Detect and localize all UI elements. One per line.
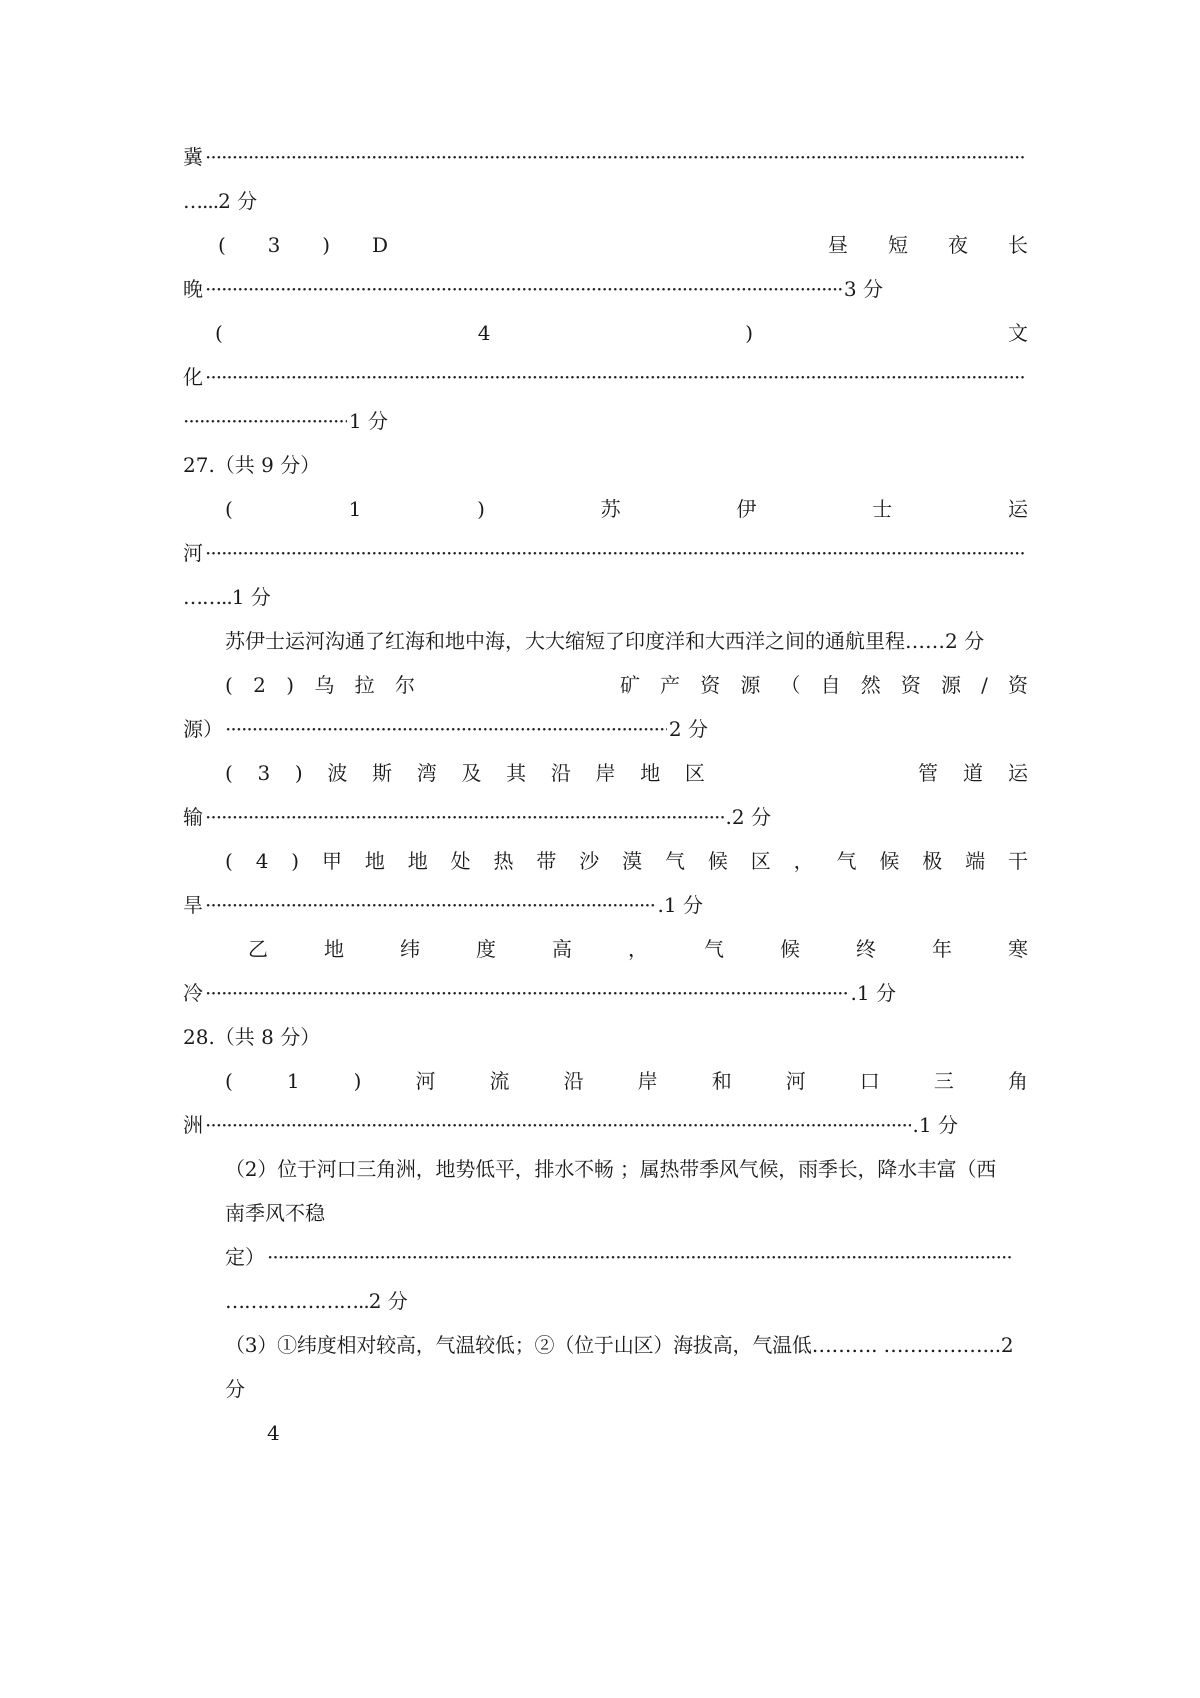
answer-text: 冷 (183, 981, 203, 1005)
answer-char: 度 (476, 937, 496, 961)
answer-char: 地 (640, 761, 661, 785)
score-text: 2 分 (368, 1289, 408, 1313)
leader-dots (205, 890, 656, 920)
answer-char: 漠 (622, 849, 643, 873)
page-number: 4 (267, 1421, 280, 1445)
answer-char: 气 (664, 849, 685, 873)
answer-char: 道 (963, 761, 983, 785)
question-label (218, 230, 388, 260)
answer-char: 和 (711, 1069, 732, 1093)
answer-char: 资 (900, 673, 921, 697)
answer-char: 苏 (600, 497, 621, 521)
answer-char: 短 (888, 233, 908, 257)
answer-text: 洲 (183, 1113, 203, 1137)
question-number: 1 (348, 497, 362, 521)
answer-char: 高 (552, 937, 572, 961)
answer-line-4 (183, 274, 883, 304)
score-text: 1 分 (348, 409, 388, 433)
answer-char: 士 (872, 497, 893, 521)
leader-dots (267, 1242, 1013, 1272)
score-text: 3 分 (843, 277, 883, 301)
answer-char: 区 (750, 849, 771, 873)
paren-open: ( (225, 849, 233, 873)
answer-line-23 (183, 1110, 958, 1140)
answer-char: （ (780, 673, 801, 697)
answer-text: 定） (225, 1245, 265, 1269)
answer-line-10 (183, 538, 1028, 568)
answer-char: ， (628, 937, 648, 961)
answer-char: 角 (1007, 1069, 1028, 1093)
answer-char: 产 (660, 673, 681, 697)
paren-close: ) (322, 233, 331, 257)
answer-line-29: 分 (225, 1377, 245, 1401)
leader-dots (205, 274, 842, 304)
paren-close: ) (294, 761, 303, 785)
question-number: 3 (257, 761, 271, 785)
answer-char: 寒 (1008, 937, 1028, 961)
paren-open: ( (225, 761, 233, 785)
answer-line-3 (218, 230, 1028, 260)
answer-char: 带 (536, 849, 557, 873)
answer-text: 输 (183, 805, 203, 829)
leader-dots: …….. (183, 585, 232, 609)
answer-char: 纬 (400, 937, 420, 961)
question-27-header: 27.（共 9 分） (183, 453, 321, 477)
answer-char: 热 (493, 849, 514, 873)
answer-char: / (981, 673, 988, 697)
leader-dots: …... (183, 189, 219, 213)
answer-char: 运 (1008, 761, 1028, 785)
paren-close: ) (477, 497, 485, 521)
answer-char: 斯 (372, 761, 393, 785)
answer-char: 年 (932, 937, 952, 961)
question-number: 4 (477, 321, 491, 345)
leader-dots (205, 978, 849, 1008)
paren-open: ( (225, 497, 233, 521)
score-text: .2 分 (725, 805, 771, 829)
answer-line-24: （2）位于河口三角洲，地势低平，排水不畅 ；属热带季风气候，雨季长，降水丰富（西 (225, 1157, 997, 1181)
question-number: 4 (255, 849, 269, 873)
leader-dots (205, 1110, 911, 1140)
answer-line-9 (225, 494, 1028, 524)
answer-line-17 (225, 846, 1028, 876)
answer-char: 候 (707, 849, 728, 873)
question-number: 2 (253, 673, 266, 697)
leader-dots (225, 714, 667, 744)
answer-char: 口 (859, 1069, 880, 1093)
answer-char: 波 (327, 761, 348, 785)
answer-char: 岸 (637, 1069, 658, 1093)
answer-text: 晚 (183, 277, 203, 301)
paren-close: ) (353, 1069, 362, 1093)
answer-char: 拉 (354, 673, 375, 697)
answer-char: 候 (879, 849, 900, 873)
answer-line-2 (183, 186, 1028, 216)
answer-char: 河 (785, 1069, 806, 1093)
answer-char: 终 (856, 937, 876, 961)
answer-line-7 (183, 406, 388, 436)
paren-open: ( (218, 233, 226, 257)
leader-dots: ………………….. (225, 1289, 369, 1313)
answer-char: 端 (965, 849, 986, 873)
answer-line-26 (225, 1242, 1015, 1272)
paren-close: ) (745, 321, 754, 345)
answer-char: 矿 (620, 673, 640, 697)
answer-char: 资 (1008, 673, 1028, 697)
answer-text: 旱 (183, 893, 203, 917)
answer-line-28: （3）①纬度相对较高，气温较低；②（位于山区）海拔高，气温低………. ……………...2 (225, 1333, 1014, 1357)
score-text: .1 分 (657, 893, 703, 917)
answer-char: 气 (704, 937, 724, 961)
question-number: 1 (286, 1069, 300, 1093)
answer-line-13 (225, 670, 1028, 700)
paren-open: ( (225, 673, 233, 697)
answer-line-11 (183, 582, 1028, 612)
answer-left (225, 758, 705, 788)
score-text: .1 分 (850, 981, 896, 1005)
leader-dots (183, 406, 347, 436)
answer-char: 河 (415, 1069, 436, 1093)
answer-char: 运 (1007, 497, 1028, 521)
choice-answer: D (371, 233, 388, 257)
answer-char: 乙 (248, 937, 268, 961)
answer-char: 干 (1007, 849, 1028, 873)
answer-line-16 (183, 802, 771, 832)
answer-line-19 (248, 934, 1028, 964)
answer-line-14 (183, 714, 708, 744)
answer-char: 然 (860, 673, 881, 697)
answer-char: 处 (450, 849, 471, 873)
answer-line-5 (215, 318, 1028, 348)
answer-char: 极 (922, 849, 943, 873)
answer-line-12: 苏伊士运河沟通了红海和地中海，大大缩短了印度洋和大西洋之间的通航里程……2 分 (225, 629, 985, 653)
answer-line-18 (183, 890, 703, 920)
answer-text: 冀 (183, 145, 203, 169)
question-28-header: 28.（共 8 分） (183, 1025, 321, 1049)
answer-text: 化 (183, 365, 203, 389)
answer-line-25: 南季风不稳 (225, 1201, 325, 1225)
answer-char: 气 (836, 849, 857, 873)
answer-char: 昼 (828, 233, 848, 257)
paren-open: ( (225, 1069, 233, 1093)
answer-char: 乌 (314, 673, 335, 697)
answer-char: ， (793, 849, 814, 873)
answer-text: 河 (183, 541, 203, 565)
answer-char: 资 (700, 673, 721, 697)
score-text: .1 分 (912, 1113, 958, 1137)
paren-close: ) (291, 849, 300, 873)
answer-char: 岸 (595, 761, 616, 785)
answer-line-1 (183, 142, 1028, 172)
answer-char: 候 (780, 937, 800, 961)
answer-char: 其 (506, 761, 527, 785)
answer-words (828, 230, 1028, 260)
answer-char: 湾 (416, 761, 437, 785)
answer-line-22 (225, 1066, 1028, 1096)
paren-open: ( (215, 321, 223, 345)
answer-char: 地 (364, 849, 385, 873)
answer-char: 源 (941, 673, 961, 697)
answer-line-6 (183, 362, 1028, 392)
answer-char: 源 (740, 673, 761, 697)
answer-char: 沿 (563, 1069, 584, 1093)
question-number: 3 (267, 233, 281, 257)
answer-char: 尔 (395, 673, 415, 697)
answer-char: 管 (918, 761, 938, 785)
answer-left (225, 670, 415, 700)
answer-char: 三 (933, 1069, 954, 1093)
answer-right (918, 758, 1028, 788)
answer-char: 流 (489, 1069, 510, 1093)
score-text: 2 分 (218, 189, 258, 213)
leader-dots (205, 538, 1026, 568)
answer-char: 文 (1007, 321, 1028, 345)
answer-char: 沿 (550, 761, 571, 785)
answer-char: 长 (1008, 233, 1028, 257)
answer-char: 自 (820, 673, 841, 697)
answer-char: 地 (407, 849, 428, 873)
leader-dots (205, 362, 1026, 392)
answer-right (620, 670, 1028, 700)
leader-dots (205, 142, 1026, 172)
score-text: 2 分 (668, 717, 708, 741)
answer-char: 区 (684, 761, 705, 785)
answer-char: 地 (324, 937, 344, 961)
paren-close: ) (286, 673, 295, 697)
answer-text: 源） (183, 717, 223, 741)
answer-char: 伊 (736, 497, 757, 521)
answer-line-20 (183, 978, 896, 1008)
answer-char: 沙 (579, 849, 600, 873)
answer-line-15 (225, 758, 1028, 788)
answer-line-27 (225, 1286, 1070, 1316)
score-text: 1 分 (231, 585, 271, 609)
answer-char: 夜 (948, 233, 968, 257)
answer-char: 及 (461, 761, 482, 785)
leader-dots (205, 802, 724, 832)
answer-char: 甲 (321, 849, 342, 873)
